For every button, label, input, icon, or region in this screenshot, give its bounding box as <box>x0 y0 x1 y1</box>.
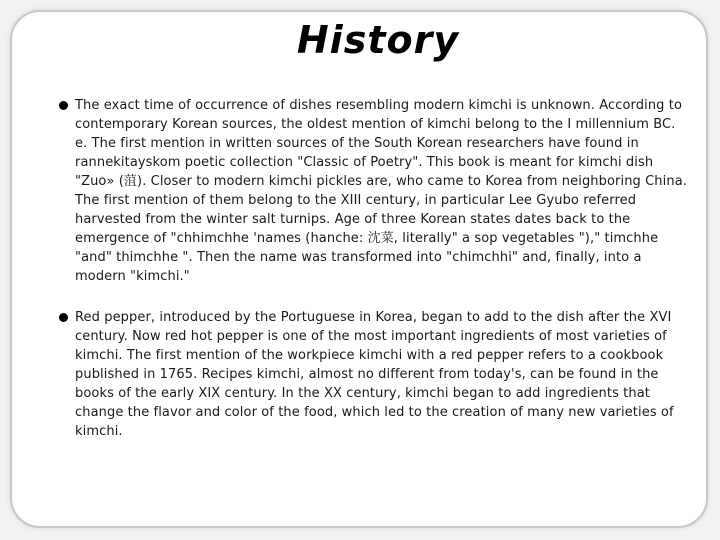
bullet-item <box>58 308 688 441</box>
slide-content <box>58 96 688 441</box>
bullet-item <box>58 96 688 286</box>
slide-title: History <box>296 18 460 62</box>
bullet-dot-icon <box>59 101 68 110</box>
bullet-dot-icon <box>59 313 68 322</box>
bullet-text: Red pepper, introduced by the Portuguese in Korea, began to add to the dish after the XVI century. Now red hot pepper is one of the most important ingredients of most varieties of kimchi. The first mention of the workpiece kimchi with a red pepper refers to a cookbook published in 1765. Recipes kimchi, almost no different from today's, can be found in the books of the early XIX century. In the XX century, kimchi began to add ingredients that change the flavor and color of the food, which led to the creation of many new varieties of kimchi. <box>75 310 674 439</box>
bullet-text: The exact time of occurrence of dishes resembling modern kimchi is unknown. According to contemporary Korean sources, the oldest mention of kimchi belong to the I millennium BC. e. The first mention in written sources of the South Korean researchers have found in rannekitayskom poetic collection "Classic of Poetry". This book is meant for kimchi dish "Zuo» (菹). Closer to modern kimchi pickles are, who came to Korea from neighboring China. The first mention of them belong to the XIII century, in particular Lee Gyubo referred harvested from the winter salt turnips. Age of three Korean states dates back to the emergence of "chhimchhe 'names (hanche: 沈菜, literally" a sop vegetables ")," timchhe "and" thimchhe ". Then the name was transformed into "chimchhi" and, finally, into a modern "kimchi." <box>75 98 687 284</box>
